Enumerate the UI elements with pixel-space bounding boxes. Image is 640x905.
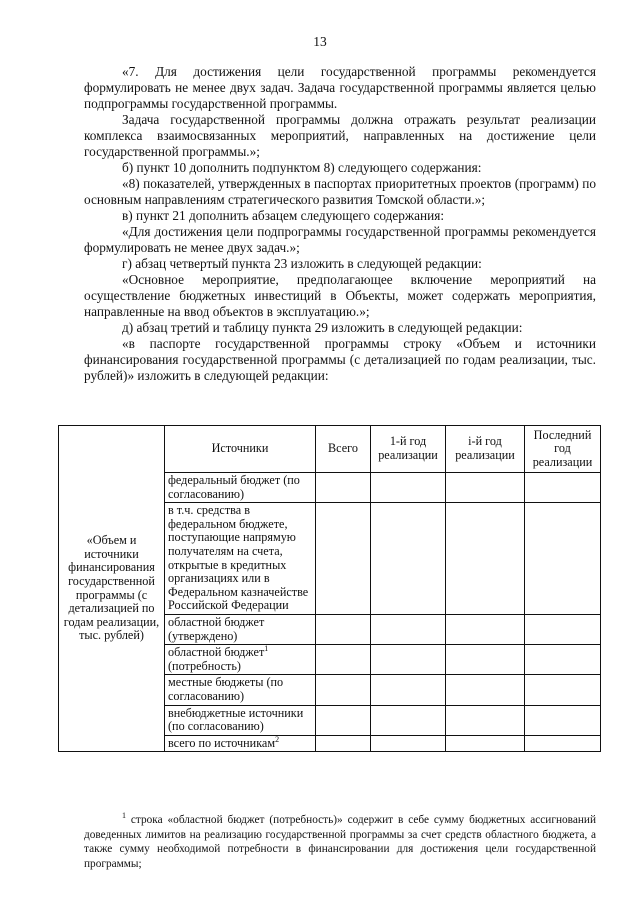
value-cell bbox=[371, 473, 446, 503]
value-cell bbox=[371, 503, 446, 615]
value-cell bbox=[371, 675, 446, 705]
value-cell bbox=[446, 675, 525, 705]
paragraph: «в паспорте государственной программы строку «Объем и источники финансирования государственной программы (с детализацией по годам реализации, тыс. рублей)» изложить в следующей редакции: bbox=[84, 336, 596, 383]
header-cell: Источники bbox=[165, 426, 316, 473]
value-cell bbox=[371, 735, 446, 752]
paragraph: «Для достижения цели подпрограммы государственной программы рекомендуется формулировать не менее двух задач.»; bbox=[84, 224, 596, 255]
value-cell bbox=[316, 503, 371, 615]
paragraph: Задача государственной программы должна отражать результат реализации комплекса взаимосвязанных мероприятий, направленных на достижение цели государственной программы.»; bbox=[84, 112, 596, 159]
paragraph: г) абзац четвертый пункта 23 изложить в следующей редакции: bbox=[122, 256, 482, 271]
footnote bbox=[84, 813, 596, 871]
footnote-mark: 1 bbox=[264, 644, 269, 654]
value-cell bbox=[446, 735, 525, 752]
paragraph: «8) показателей, утвержденных в паспортах приоритетных проектов (программ) по основным направлениям стратегического развития Томской области.»; bbox=[84, 176, 596, 207]
value-cell bbox=[446, 645, 525, 675]
source-text: местные бюджеты (по согласованию) bbox=[168, 675, 284, 703]
value-cell bbox=[525, 503, 601, 615]
header-cell: Всего bbox=[316, 426, 371, 473]
source-cell bbox=[165, 473, 316, 503]
source-text: внебюджетные источники (по согласованию) bbox=[168, 705, 304, 734]
header-cell: i-й год реализации bbox=[446, 426, 525, 473]
financing-table bbox=[58, 425, 601, 752]
paragraph: б) пункт 10 дополнить подпунктом 8) следующего содержания: bbox=[122, 160, 482, 175]
value-cell bbox=[525, 614, 601, 644]
value-cell bbox=[316, 473, 371, 503]
value-cell bbox=[525, 645, 601, 675]
value-cell bbox=[316, 645, 371, 675]
row-label-cell: «Объем и источники финансирования государственной программы (с детализацией по годам реализации, тыс. рублей) bbox=[59, 426, 165, 752]
value-cell bbox=[316, 705, 371, 735]
value-cell bbox=[446, 705, 525, 735]
value-cell bbox=[446, 614, 525, 644]
source-cell bbox=[165, 735, 316, 752]
source-cell bbox=[165, 503, 316, 615]
value-cell bbox=[316, 675, 371, 705]
source-cell bbox=[165, 675, 316, 705]
value-cell bbox=[446, 503, 525, 615]
source-text: в т.ч. средства в федеральном бюджете, поступающие напрямую получателям на счета, открытые в кредитных организациях или в Федеральном казначействе Российской Федерации bbox=[168, 503, 309, 613]
source-text: федеральный бюджет (по согласованию) bbox=[168, 473, 300, 501]
header-cell: 1-й год реализации bbox=[371, 426, 446, 473]
source-text: областной бюджет bbox=[168, 645, 265, 660]
source-cell bbox=[165, 614, 316, 644]
value-cell bbox=[371, 614, 446, 644]
value-cell bbox=[525, 473, 601, 503]
body-text bbox=[84, 64, 596, 384]
value-cell bbox=[371, 705, 446, 735]
value-cell bbox=[525, 735, 601, 752]
value-cell bbox=[316, 614, 371, 644]
footnote-mark: 1 bbox=[122, 811, 126, 821]
value-cell bbox=[525, 675, 601, 705]
source-text: всего по источникам bbox=[168, 735, 276, 750]
source-text: областной бюджет (утверждено) bbox=[168, 614, 265, 643]
table-header-row bbox=[59, 426, 601, 473]
footnote-mark: 2 bbox=[275, 734, 280, 744]
paragraph: «Основное мероприятие, предполагающее включение мероприятий на осуществление бюджетных инвестиций в Объекты, может содержать мероприятия, направленные на ввод объектов в эксплуатацию.»; bbox=[84, 272, 596, 319]
paragraph: «7. Для достижения цели государственной программы рекомендуется формулировать не менее двух задач. Задача государственной программы является целью подпрограммы государственной программы. bbox=[84, 64, 596, 111]
source-text-suffix: (потребность) bbox=[168, 658, 241, 673]
value-cell bbox=[446, 473, 525, 503]
header-cell: Последний год реализации bbox=[525, 426, 601, 473]
value-cell bbox=[316, 735, 371, 752]
paragraph: в) пункт 21 дополнить абзацем следующего содержания: bbox=[122, 208, 445, 223]
footnote-text: строка «областной бюджет (потребность)» содержит в себе сумму бюджетных ассигнований доведенных лимитов на реализацию государственной программы за счет средств областного бюджета, а также сумму необходимой потребности в финансировании для достижения цели государственной программы; bbox=[84, 814, 597, 870]
source-cell bbox=[165, 705, 316, 735]
page-number: 13 bbox=[313, 34, 327, 49]
value-cell bbox=[525, 705, 601, 735]
paragraph: д) абзац третий и таблицу пункта 29 изложить в следующей редакции: bbox=[122, 320, 523, 335]
value-cell bbox=[371, 645, 446, 675]
source-cell bbox=[165, 645, 316, 675]
